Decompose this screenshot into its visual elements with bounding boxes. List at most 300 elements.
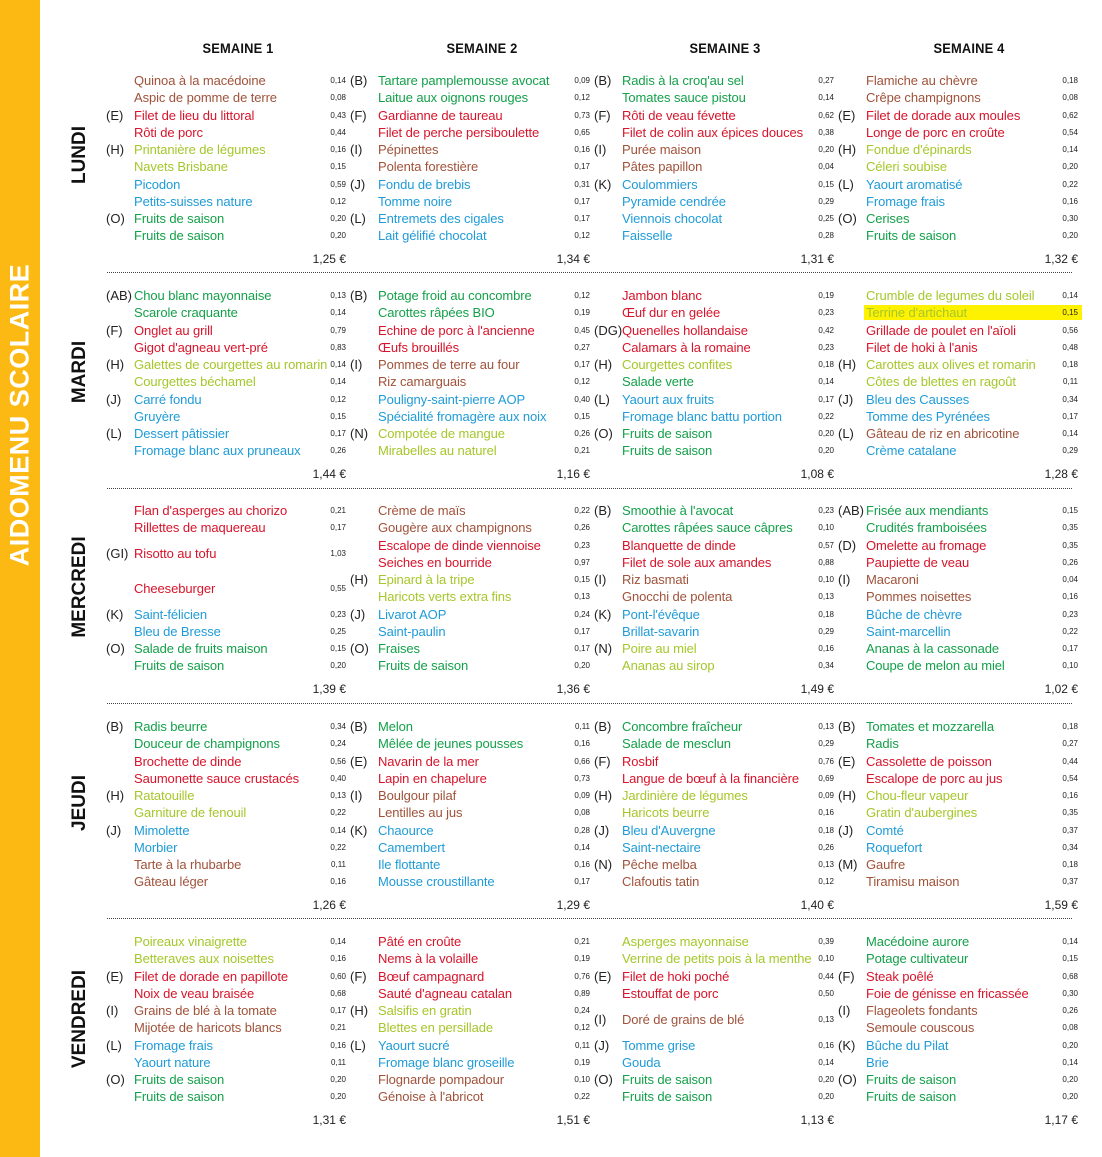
- dish-price: 0,14: [1062, 291, 1078, 300]
- dish-price: 0,27: [1062, 739, 1078, 749]
- menu-item: [594, 339, 834, 356]
- menu-item: [106, 933, 346, 950]
- allergen-code: (N): [350, 426, 369, 441]
- day-block-lundi: [0, 72, 1078, 272]
- dish-price: 0,68: [330, 988, 346, 998]
- dish-price: 0,12: [574, 93, 590, 103]
- menu-item: [594, 770, 834, 787]
- menu-item: [594, 227, 834, 244]
- menu-item: [350, 89, 590, 106]
- menu-item: [106, 287, 346, 304]
- menu-item: [594, 1054, 834, 1071]
- dish-price: 0,17: [574, 644, 590, 653]
- menu-item: [594, 856, 834, 873]
- menu-item: [106, 72, 346, 89]
- menu-item: [350, 193, 590, 210]
- dish-price: 0,14: [330, 308, 346, 318]
- dish-name: Filet de colin aux épices douces: [622, 124, 804, 140]
- menu-item: [106, 176, 346, 193]
- menu-item: [350, 1071, 590, 1088]
- menu-item: [594, 804, 834, 821]
- dish-name: Fruits de saison: [866, 1089, 957, 1105]
- daily-total: 1,49 €: [800, 682, 834, 696]
- menu-item: [350, 227, 590, 244]
- dish-name: Escalope de porc au jus: [866, 770, 1003, 786]
- allergen-code: (B): [838, 719, 856, 734]
- dish-name: Flognarde pompadour: [378, 1072, 505, 1087]
- sidebar-title: AIDOMENU SCOLAIRE: [4, 263, 35, 567]
- dish-name: Doré de grains de blé: [622, 1011, 745, 1027]
- daily-total: 1,08 €: [800, 467, 834, 481]
- menu-item: [106, 770, 346, 787]
- dish-name: Pont-l'évêque: [622, 606, 700, 622]
- menu-item: [594, 1088, 834, 1105]
- dish-name: Galettes de courgettes au romarin: [134, 357, 328, 372]
- daily-total: 1,39 €: [312, 682, 346, 696]
- dish-name: Quenelles hollandaise: [622, 322, 748, 338]
- dish-name: Viennois chocolat: [622, 211, 722, 226]
- dish-price: 0,10: [574, 1075, 590, 1084]
- menu-item: [350, 822, 590, 839]
- menu-item: [106, 227, 346, 244]
- dish-name: Œufs brouillés: [378, 339, 459, 355]
- dish-name: Bleu de Bresse: [134, 623, 221, 639]
- menu-item: [350, 1019, 590, 1036]
- dish-name: Fruits de saison: [866, 228, 957, 244]
- menu-item: [594, 287, 834, 304]
- dish-price: 0,23: [1062, 609, 1078, 619]
- dish-price: 0,18: [1062, 76, 1078, 85]
- dish-price: 0,15: [818, 179, 834, 189]
- menu-item: [838, 72, 1078, 89]
- menu-item: [838, 787, 1078, 804]
- dish-name: Poireaux vinaigrette: [134, 934, 247, 949]
- dish-price: 0,26: [1062, 1006, 1078, 1015]
- dish-name: Grillade de poulet en l'aïoli: [866, 322, 1016, 338]
- menu-item: [594, 193, 834, 210]
- menu-item: [594, 554, 834, 571]
- dish-price: 0,14: [818, 1057, 834, 1067]
- allergen-code: (B): [350, 288, 368, 303]
- allergen-code: (F): [350, 107, 367, 123]
- menu-item: [350, 72, 590, 89]
- dish-name: Brochette de dinde: [134, 753, 242, 769]
- menu-item: [350, 968, 590, 985]
- dish-price: 0,14: [1062, 145, 1078, 154]
- dish-name: Fromage frais: [866, 193, 945, 209]
- allergen-code: (B): [594, 73, 612, 88]
- allergen-code: (E): [106, 968, 124, 984]
- dish-name: Semoule couscous: [866, 1020, 975, 1036]
- dish-name: Calamars à la romaine: [622, 339, 751, 355]
- dish-price: 0,11: [331, 1057, 346, 1067]
- menu-item: [838, 1002, 1078, 1019]
- dish-name: Foie de génisse en fricassée: [866, 985, 1029, 1001]
- allergen-code: (K): [350, 822, 368, 838]
- dish-name: Chou blanc mayonnaise: [134, 288, 272, 303]
- dish-name: Carré fondu: [134, 391, 202, 407]
- menu-item: [838, 718, 1078, 735]
- dish-price: 0,13: [330, 291, 346, 300]
- dish-price: 0,04: [818, 162, 834, 172]
- dish-name: Mirabelles au naturel: [378, 443, 497, 459]
- dish-price: 0,16: [1062, 592, 1078, 602]
- dish-price: 0,21: [574, 937, 590, 946]
- allergen-code: (H): [594, 788, 613, 803]
- dish-price: 0,13: [818, 1014, 834, 1024]
- menu-item: [838, 804, 1078, 821]
- menu-item: [350, 1088, 590, 1105]
- dish-price: 0,11: [575, 722, 590, 731]
- menu-item: [106, 580, 346, 597]
- dish-name: Morbier: [134, 839, 178, 855]
- dish-name: Seiches en bourride: [378, 554, 492, 570]
- dish-price: 0,17: [330, 523, 346, 533]
- dish-name: Chaource: [378, 822, 434, 838]
- dish-price: 0,26: [574, 523, 590, 533]
- week-header: SEMAINE 4: [933, 40, 1005, 56]
- menu-item: [838, 442, 1078, 459]
- allergen-code: (J): [106, 822, 122, 838]
- dish-name: Fruits de saison: [134, 211, 225, 226]
- allergen-code: (J): [106, 391, 122, 407]
- menu-item: [350, 554, 590, 571]
- menu-item: [350, 1037, 590, 1054]
- menu-item: [594, 304, 834, 321]
- dish-name: Noix de veau braisée: [134, 985, 255, 1001]
- menu-item: [350, 950, 590, 967]
- day-label-text: JEUDI: [69, 775, 90, 831]
- allergen-code: (J): [594, 822, 610, 838]
- dish-price: 0,83: [330, 342, 346, 352]
- dish-name: Radis beurre: [134, 719, 208, 734]
- dish-name: Filet de dorade en papillote: [134, 968, 289, 984]
- dish-price: 0,35: [1062, 808, 1078, 818]
- dish-price: 0,14: [1062, 1057, 1078, 1067]
- menu-item: [106, 822, 346, 839]
- dish-name: Filet de hoki à l'anis: [866, 339, 978, 355]
- dish-price: 0,10: [818, 954, 834, 964]
- menu-item: [350, 158, 590, 175]
- dish-price: 0,18: [1062, 360, 1078, 369]
- dish-price: 0,12: [330, 394, 346, 404]
- allergen-code: (J): [838, 822, 854, 838]
- dish-name: Fromage blanc groseille: [378, 1054, 515, 1070]
- allergen-code: (L): [106, 426, 122, 441]
- dish-price: 0,23: [330, 609, 346, 619]
- dish-price: 0,79: [330, 325, 346, 335]
- allergen-code: (F): [594, 753, 611, 769]
- dish-price: 0,16: [574, 739, 590, 749]
- dish-price: 0,34: [330, 722, 346, 731]
- menu-item: [350, 322, 590, 339]
- dish-name: Bleu d'Auvergne: [622, 822, 716, 838]
- dish-price: 0,12: [574, 377, 590, 387]
- daily-total: 1,51 €: [556, 1113, 590, 1127]
- menu-item: [838, 856, 1078, 873]
- dish-name: Rosbif: [622, 753, 659, 769]
- menu-item: [106, 873, 346, 890]
- dish-name: Gouda: [622, 1054, 661, 1070]
- menu-item: [594, 1037, 834, 1054]
- dish-price: 0,23: [818, 308, 834, 318]
- dish-name: Yaourt aux fruits: [622, 391, 714, 407]
- menu-item: [594, 950, 834, 967]
- daily-total: 1,28 €: [1044, 467, 1078, 481]
- menu-item: [106, 856, 346, 873]
- dish-name: Saint-félicien: [134, 606, 208, 622]
- allergen-code: (H): [106, 357, 125, 372]
- daily-total: 1,26 €: [312, 898, 346, 912]
- dish-name: Navets Brisbane: [134, 159, 228, 175]
- dish-price: 0,20: [818, 446, 834, 456]
- daily-total: 1,36 €: [556, 682, 590, 696]
- dish-price: 0,54: [1062, 127, 1078, 137]
- menu-item: [838, 1088, 1078, 1105]
- menu-item: [838, 1054, 1078, 1071]
- menu-item: [350, 606, 590, 623]
- dish-price: 0,62: [818, 110, 834, 120]
- dish-price: 0,54: [1062, 773, 1078, 783]
- dish-name: Gâteau léger: [134, 874, 208, 890]
- menu-item: [106, 1071, 346, 1088]
- allergen-code: (B): [350, 719, 368, 734]
- dish-price: 0,14: [330, 937, 346, 946]
- dish-price: 0,16: [574, 860, 590, 869]
- menu-item: [106, 519, 346, 536]
- menu-item: [838, 1019, 1078, 1036]
- dish-name: Salade de fruits maison: [134, 641, 268, 656]
- menu-item: [838, 839, 1078, 856]
- menu-item: [594, 107, 834, 124]
- dish-name: Jardinière de légumes: [622, 788, 748, 803]
- dish-price: 0,04: [1062, 575, 1078, 584]
- menu-item: [350, 1054, 590, 1071]
- dish-price: 0,17: [574, 196, 590, 206]
- allergen-code: (H): [594, 357, 613, 372]
- dish-price: 0,13: [818, 722, 834, 731]
- dish-price: 0,34: [818, 661, 834, 671]
- day-separator: [107, 488, 1072, 489]
- dish-price: 0,19: [818, 291, 834, 300]
- menu-item: [838, 287, 1078, 304]
- dish-name: Yaourt aromatisé: [866, 176, 963, 192]
- menu-item: [838, 968, 1078, 985]
- day-block-mercredi: [0, 502, 1078, 702]
- daily-total: 1,40 €: [800, 898, 834, 912]
- allergen-code: (B): [350, 73, 368, 88]
- dish-name: Cheeseburger: [134, 580, 216, 596]
- dish-name: Bûche de chèvre: [866, 606, 963, 622]
- dish-price: 0,20: [330, 231, 346, 241]
- dish-price: 0,76: [818, 756, 834, 766]
- dish-price: 0,13: [330, 791, 346, 800]
- dish-price: 0,16: [574, 145, 590, 154]
- menu-item: [594, 391, 834, 408]
- daily-total: 1,13 €: [800, 1113, 834, 1127]
- dish-name: Betteraves aux noisettes: [134, 951, 274, 967]
- day-label-text: VENDREDI: [69, 969, 90, 1069]
- menu-item: [594, 537, 834, 554]
- dish-name: Flageolets fondants: [866, 1003, 978, 1018]
- menu-item: [838, 210, 1078, 227]
- menu-item: [350, 839, 590, 856]
- dish-price: 0,08: [1062, 93, 1078, 103]
- dish-name: Pépinettes: [378, 142, 439, 157]
- dish-price: 0,19: [574, 308, 590, 318]
- daily-total: 1,32 €: [1044, 252, 1078, 266]
- menu-item: [594, 933, 834, 950]
- dish-price: 0,16: [330, 145, 346, 154]
- menu-item: [838, 735, 1078, 752]
- dish-name: Crudités framboisées: [866, 520, 987, 536]
- dish-name: Fruits de saison: [134, 1089, 225, 1105]
- dish-price: 0,21: [574, 446, 590, 456]
- menu-item: [106, 606, 346, 623]
- dish-price: 0,40: [574, 394, 590, 404]
- dish-price: 0,20: [818, 1092, 834, 1102]
- allergen-code: (F): [594, 107, 611, 123]
- dish-price: 0,20: [574, 661, 590, 671]
- dish-price: 0,22: [574, 1092, 590, 1102]
- dish-price: 0,20: [330, 661, 346, 671]
- menu-item: [350, 391, 590, 408]
- dish-name: Lentilles au jus: [378, 805, 463, 821]
- dish-price: 0,15: [330, 162, 346, 172]
- dish-name: Risotto au tofu: [134, 546, 217, 562]
- dish-price: 0,45: [574, 325, 590, 335]
- dish-name: Filet de sole aux amandes: [622, 554, 772, 570]
- dish-price: 0,17: [574, 626, 590, 636]
- allergen-code: (O): [594, 426, 613, 441]
- dish-name: Carottes râpées sauce câpres: [622, 520, 793, 536]
- menu-item: [838, 985, 1078, 1002]
- dish-price: 0,15: [330, 411, 346, 421]
- dish-name: Ananas au sirop: [622, 658, 715, 674]
- dish-name: Génoise à l'abricot: [378, 1089, 484, 1105]
- dish-name: Saumonette sauce crustacés: [134, 770, 300, 786]
- menu-item: [106, 124, 346, 141]
- menu-item: [106, 408, 346, 425]
- menu-item: [106, 545, 346, 562]
- dish-name: Ile flottante: [378, 857, 441, 872]
- dish-price: 0,12: [574, 291, 590, 300]
- dish-price: 0,08: [330, 93, 346, 103]
- allergen-code: (H): [838, 142, 857, 157]
- dish-name: Escalope de dinde viennoise: [378, 537, 541, 553]
- dish-price: 0,44: [330, 127, 346, 137]
- dish-name: Polenta forestière: [378, 159, 479, 175]
- dish-name: Macédoine aurore: [866, 934, 970, 949]
- menu-item: [350, 753, 590, 770]
- dish-name: Bleu des Causses: [866, 391, 970, 407]
- dish-price: 0,22: [1062, 179, 1078, 189]
- allergen-code: (O): [106, 1072, 125, 1087]
- menu-item: [350, 856, 590, 873]
- dish-name: Gougère aux champignons: [378, 520, 532, 536]
- dish-name: Potage froid au concombre: [378, 288, 532, 303]
- week-header: SEMAINE 2: [446, 40, 518, 56]
- daily-total: 1,29 €: [556, 898, 590, 912]
- dish-name: Tarte à la rhubarbe: [134, 857, 242, 872]
- menu-item: [350, 176, 590, 193]
- dish-price: 0,59: [330, 179, 346, 189]
- dish-name: Gardianne de taureau: [378, 107, 503, 123]
- menu-item: [594, 519, 834, 536]
- menu-item: [106, 1002, 346, 1019]
- allergen-code: (J): [838, 391, 854, 407]
- menu-item: [106, 89, 346, 106]
- dish-name: Verrine de petits pois à la menthe: [622, 951, 812, 967]
- menu-item: [838, 822, 1078, 839]
- dish-name: Filet de hoki poché: [622, 968, 730, 984]
- menu-item: [838, 588, 1078, 605]
- menu-item: [594, 787, 834, 804]
- dish-name: Tomme des Pyrénées: [866, 408, 990, 424]
- dish-price: 0,56: [1062, 325, 1078, 335]
- daily-total: 1,31 €: [800, 252, 834, 266]
- menu-item: [106, 1054, 346, 1071]
- dish-price: 0,22: [330, 808, 346, 818]
- dish-name: Gratin d'aubergines: [866, 805, 978, 821]
- menu-item: [106, 1037, 346, 1054]
- menu-item: [106, 373, 346, 390]
- dish-price: 0,10: [1062, 661, 1078, 671]
- menu-item: [350, 787, 590, 804]
- dish-price: 0,25: [330, 626, 346, 636]
- dish-name: Fruits de saison: [134, 228, 225, 244]
- dish-name: Rillettes de maquereau: [134, 520, 266, 536]
- dish-name: Spécialité fromagère aux noix: [378, 408, 547, 424]
- dish-name: Radis: [866, 736, 899, 752]
- menu-item: [838, 339, 1078, 356]
- dish-name: Macaroni: [866, 572, 919, 587]
- dish-name: Fruits de saison: [622, 1089, 713, 1105]
- allergen-code: (F): [106, 322, 123, 338]
- dish-price: 0,10: [818, 523, 834, 533]
- dish-price: 0,15: [1062, 506, 1078, 515]
- dish-name: Tomates et mozzarella: [866, 719, 994, 734]
- dish-price: 0,15: [330, 644, 346, 653]
- dish-price: 0,22: [574, 506, 590, 515]
- dish-name: Riz camarguais: [378, 374, 467, 390]
- menu-item: [838, 502, 1078, 519]
- dish-price: 0,29: [818, 196, 834, 206]
- dish-price: 0,37: [1062, 877, 1078, 887]
- menu-item: [838, 176, 1078, 193]
- menu-item: [594, 373, 834, 390]
- dish-price: 0,66: [574, 756, 590, 766]
- menu-item: [106, 339, 346, 356]
- allergen-code: (AB): [106, 288, 132, 303]
- dish-name: Fruits de saison: [622, 1072, 713, 1087]
- dish-name: Grains de blé à la tomate: [134, 1003, 277, 1018]
- menu-item: [106, 735, 346, 752]
- dish-name: Saint-marcellin: [866, 623, 951, 639]
- dish-name: Boulgour pilaf: [378, 788, 457, 803]
- dish-name: Melon: [378, 719, 413, 734]
- menu-item: [350, 141, 590, 158]
- allergen-code: (N): [594, 641, 613, 656]
- menu-item: [106, 442, 346, 459]
- menu-item: [106, 141, 346, 158]
- menu-item: [350, 339, 590, 356]
- daily-total: 1,44 €: [312, 467, 346, 481]
- dish-name: Fondu de brebis: [378, 176, 471, 192]
- allergen-code: (F): [838, 968, 855, 984]
- dish-price: 0,10: [818, 575, 834, 584]
- menu-item: [106, 304, 346, 321]
